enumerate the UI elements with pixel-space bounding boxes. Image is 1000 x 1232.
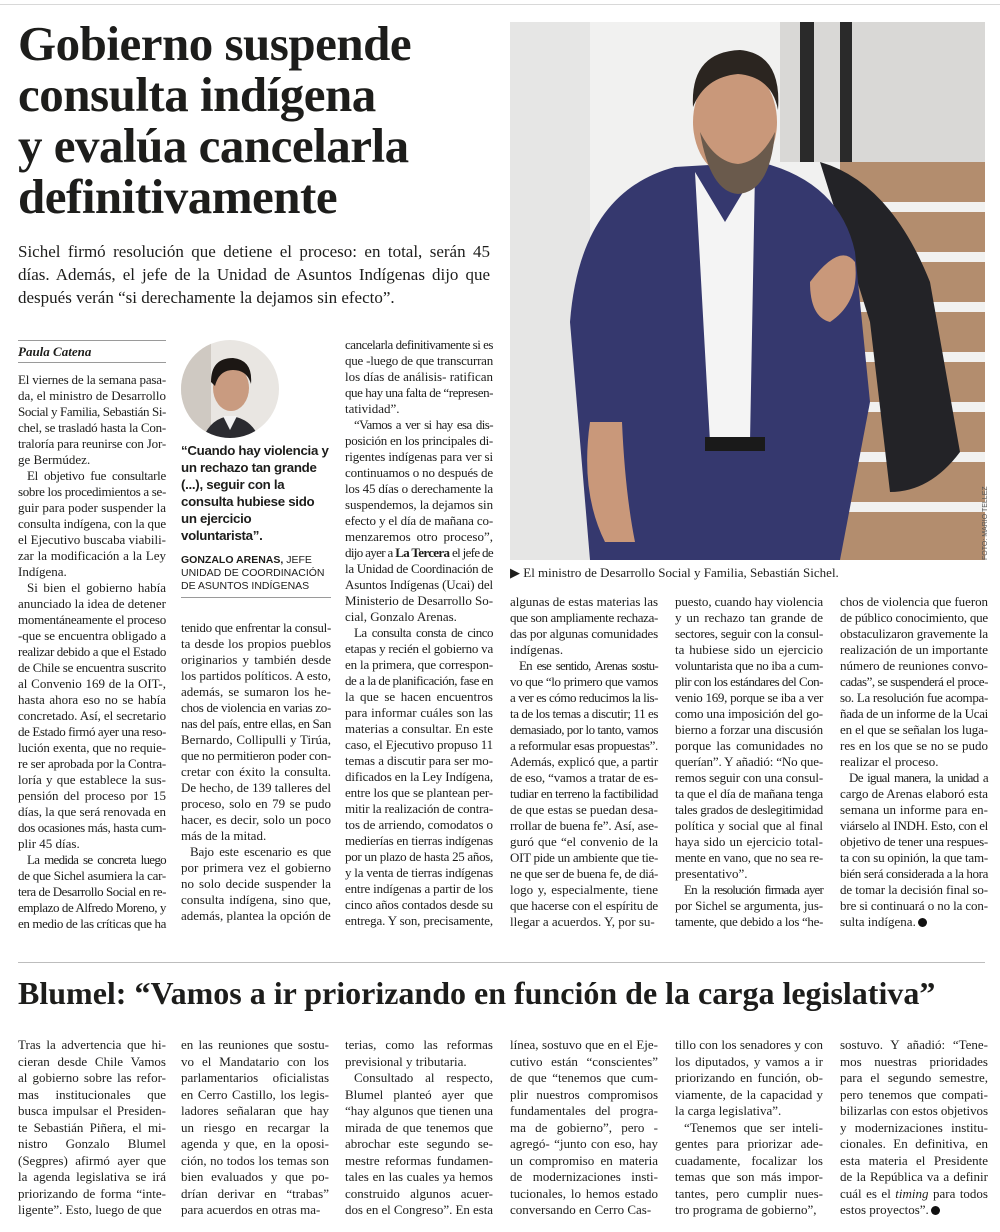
text-line: Blumel planteó ayer que <box>345 1086 493 1102</box>
text-line: demasiado, por lo tanto, vamos <box>510 722 658 737</box>
text-line: Tras la advertencia que hi- <box>18 1037 166 1052</box>
caption-arrow-icon: ▶ <box>510 565 524 580</box>
deck-line: después verán “si derechamente la dejamos sin efecto”. <box>18 288 395 307</box>
text-span: el jefe de <box>449 545 493 560</box>
text-line: Si bien el gobierno había <box>27 580 166 595</box>
text-line: materias a consultar. En este <box>345 721 493 736</box>
paragraph <box>840 594 988 770</box>
paragraph <box>840 1037 988 1219</box>
text-line: tera de Desarrollo Social en re- <box>18 884 166 899</box>
text-line: política y social que al final <box>675 818 823 833</box>
text-line: -que se encuentra obligado a <box>18 628 166 643</box>
text-line: La consulta consta de cinco <box>354 625 493 640</box>
text-line: al Convenio 169 de la OIT-, <box>18 676 166 691</box>
text-line: mente en vano, que no sea re- <box>675 850 823 865</box>
text-line: re ser aprobada por la Contra- <box>18 756 166 771</box>
paragraph <box>345 337 493 417</box>
text-line: posición en los principales di- <box>345 433 493 448</box>
text-line: ge Bermúdez. <box>18 452 91 467</box>
text-line: que no permitieron poder con- <box>181 748 331 763</box>
deck-line: Sichel firmó resolución que detiene el proceso: en total, serán 45 <box>18 242 490 261</box>
text-line: objetivo de tener una respues- <box>840 834 988 849</box>
text-line: mestre reformas fundamen- <box>345 1152 493 1168</box>
text-line: mirada de que tenemos que <box>345 1119 493 1135</box>
text-line: mitir la realización de contra- <box>345 801 493 816</box>
paragraph <box>840 770 988 930</box>
text-line: como una imposición del go- <box>675 706 823 721</box>
text-line: “hay algunos que tienen una <box>345 1103 493 1118</box>
photo-caption <box>510 565 839 581</box>
text-line: ladores señalaran que hay <box>181 1103 329 1118</box>
text-line: Indígena. <box>18 564 67 579</box>
article-column <box>18 372 166 932</box>
pullquote-block <box>181 442 333 593</box>
text-line: la carga legislativa”. <box>675 1103 782 1118</box>
text-line: da, el ministro de Desarrollo <box>18 388 166 403</box>
text-line: en la primera, que correspon- <box>345 657 493 672</box>
text-line: continuamos o no después de <box>345 465 493 480</box>
article-column <box>840 594 988 930</box>
text-line: ma de gobierno”, pero - <box>510 1119 658 1135</box>
text-line: que son ampliamente rechaza- <box>510 610 658 625</box>
text-line: suspendemos, la dejamos sin <box>345 497 493 512</box>
text-line: que -luego de que transcurran <box>345 353 493 368</box>
byline: Paula Catena <box>18 344 92 359</box>
text-line: número de reuniones convo- <box>840 658 988 673</box>
text-line: tenido que enfrentar la consul- <box>181 620 331 635</box>
text-line: guró que “el convenio de la <box>510 834 658 849</box>
text-line: abrochar este segundo se- <box>345 1136 493 1151</box>
text-line: entrega. Y son, precisamente, <box>345 913 493 928</box>
text-line: chos de violencia que fueron <box>840 594 988 609</box>
text-line: Bernardo, Collipulli y Tirúa, <box>181 732 331 747</box>
article2-column <box>675 1037 823 1219</box>
caption-text: El ministro de Desarrollo Social y Familia, Sebastián Sichel. <box>523 565 839 580</box>
text-line: algunas de estas materias las <box>510 594 658 609</box>
text-line: dos ocasiones más, hasta cum- <box>18 820 166 835</box>
text-line: “Vamos a ver si hay esa dis- <box>354 417 493 432</box>
text-line: de que “tenemos que cum- <box>510 1070 658 1085</box>
top-rule <box>0 4 1000 5</box>
text-line: para informar cuáles son las <box>345 705 493 720</box>
text-line: efecto y el día de mañana co- <box>345 513 493 528</box>
text-line: tillo con los senadores y con <box>675 1037 823 1052</box>
text-line: concretado. Así, el secretario <box>18 708 167 723</box>
text-line: originarios y también desde <box>181 652 331 667</box>
italic-text: timing <box>895 1185 929 1201</box>
text-line: anunciado la idea de detener <box>18 596 166 611</box>
text-line: los partidos políticos. A esto, <box>181 668 331 683</box>
text-line: semana un informe para en- <box>840 802 988 817</box>
paragraph <box>181 1037 329 1219</box>
text-line: viárselo al INDH. Esto, con el <box>840 818 988 833</box>
text-line: vo que “lo primero que vamos <box>510 674 658 689</box>
text-line: un compromiso en materia <box>510 1152 658 1168</box>
text-line: hacer, es decir, solo un poco <box>181 812 331 827</box>
text-line: por un plazo de hasta 25 años, <box>345 849 493 864</box>
text-line: y modernizaciones institu- <box>840 1119 988 1135</box>
text-line: construido algunos acuer- <box>345 1185 493 1201</box>
text-line: que hacerse con el espíritu de <box>510 898 658 913</box>
text-line: ta que el día de mañana tenga <box>675 786 823 801</box>
text-line: etapas y recién el gobierno va <box>345 641 493 656</box>
text-line: medierías en tierras indígenas <box>345 833 493 848</box>
text-line: los diputados, y vamos a ir <box>675 1053 823 1069</box>
text-line: tos de arriendo, comodatos o <box>345 817 493 832</box>
text-line: (Segpres) afirmó ayer que <box>18 1152 166 1168</box>
text-line: pero tenemos que compati- <box>840 1086 988 1102</box>
text-line: cancelarla definitivamente si es <box>345 337 493 352</box>
text-line: so. La resolución fue acompa- <box>840 690 988 705</box>
text-line: En la resolución firmada ayer <box>683 882 823 897</box>
text-line: entre los que se plantean per- <box>345 785 493 800</box>
text-line: proceso, solo en 79 se pudo <box>181 796 331 811</box>
text-line: línea, sostuvo que en el Eje- <box>510 1037 658 1052</box>
text-line: consulta indígena, con la que <box>18 516 166 531</box>
text-line: plir con los estándares del Con- <box>675 674 823 689</box>
text-line: además, plantea la opción de <box>181 908 331 923</box>
paragraph <box>675 594 823 882</box>
text-line: y un rechazo tan grande de <box>675 610 823 625</box>
text-line: de la República va a definir <box>840 1169 988 1184</box>
text-line: Asuntos Indígenas (Ucai) del <box>345 577 493 592</box>
text-line: previsional y tributaria. <box>345 1053 467 1069</box>
text-line <box>840 1186 988 1203</box>
text-span: cuál es el <box>840 1185 896 1201</box>
article-column <box>181 620 331 924</box>
text-line: De igual manera, la unidad a <box>849 770 988 785</box>
text-line: terias, como las reformas <box>345 1037 493 1052</box>
deck <box>18 240 490 309</box>
portrait-gonzalo-arenas <box>181 340 279 438</box>
pullquote-name: GONZALO ARENAS, <box>181 554 284 566</box>
text-line: días, la que será renovada en <box>18 804 166 819</box>
deck-line: días. Además, el jefe de la Unidad de Asuntos Indígenas dijo que <box>18 265 490 284</box>
text-line: “Tenemos que ser inteli- <box>684 1119 823 1135</box>
text-line: de tomar la decisión final so- <box>840 882 988 897</box>
text-line: sobre los procedimientos a se- <box>18 484 166 499</box>
text-line: para el segundo semestre, <box>840 1070 988 1085</box>
text-line: tatividad”. <box>345 401 400 416</box>
headline-line: y evalúa cancelarla <box>18 118 409 173</box>
text-line: puesto, cuando hay violencia <box>675 594 823 609</box>
paragraph <box>18 852 166 932</box>
text-line: ta desde los propios pueblos <box>181 636 331 651</box>
text-line: cadas”, se suspenderá el proce- <box>840 674 988 689</box>
text-line: priorizando de forma “inte- <box>18 1185 166 1201</box>
text-line: dificados en la Ley Indígena, <box>345 769 493 784</box>
text-line: por Sichel se argumenta, jus- <box>675 898 823 913</box>
text-line: a ver es cómo reducimos la lis- <box>510 690 658 705</box>
paragraph <box>345 417 493 625</box>
photo-sebastian-sichel <box>510 22 985 560</box>
text-line: esta materia el Presidente <box>840 1152 988 1168</box>
text-line: estos proyectos”. <box>840 1202 988 1219</box>
pullquote-role: JEFE UNIDAD DE COORDINACIÓN DE ASUNTOS INDÍGENAS <box>181 554 325 592</box>
text-line: por primera vez el gobierno <box>181 860 331 875</box>
headline <box>18 18 498 222</box>
paragraph <box>510 658 658 930</box>
text-line: realizar debido a que el Estado <box>18 644 166 659</box>
pullquote-rule <box>181 597 331 598</box>
text-line: cuadamente, focalizar los <box>675 1152 823 1168</box>
text-line: la que se hacen encuentros <box>345 689 493 704</box>
text-line: te Sebastián Piñera, el mi- <box>18 1119 166 1135</box>
text-line: drían derivar en “trabas” <box>181 1185 329 1201</box>
text-line: pensión del proceso por 15 <box>18 788 166 803</box>
text-line: chel, se trasladó hasta la Con- <box>18 420 166 435</box>
text-line: das por algunas comunidades <box>510 626 658 641</box>
text-line: plir nuestros compromisos <box>510 1086 658 1102</box>
text-line: tales en las cuales ya hemos <box>345 1169 493 1184</box>
text-line: temas a discutir para ser mo- <box>345 753 493 768</box>
text-line: res en los que se no se pudo <box>840 738 988 753</box>
text-line: chos de violencia en varias zo- <box>181 700 331 715</box>
end-of-article-icon <box>918 918 927 927</box>
text-line: llegar a acuerdos. Y, por su- <box>510 914 655 929</box>
text-line: más de la mitad. <box>181 828 267 843</box>
article2-column <box>18 1037 166 1219</box>
text-line: que hay una falta de “represen- <box>345 385 493 400</box>
text-span: para todos <box>928 1185 988 1201</box>
pullquote-attribution <box>181 554 333 593</box>
paragraph <box>675 1037 823 1120</box>
text-line: mas institucionales que <box>18 1086 166 1102</box>
text-line: gentes para priorizar ade- <box>675 1136 823 1151</box>
text-line: tamente, que debido a los “he- <box>675 914 823 929</box>
paragraph <box>345 625 493 929</box>
text-line: ñada de un informe de la Ucai <box>840 706 988 721</box>
article2-column <box>840 1037 988 1219</box>
text-line: tro programa de gobierno”, <box>675 1202 817 1217</box>
text-line: vo el Mandatario con los <box>181 1053 329 1069</box>
paragraph <box>345 1037 493 1070</box>
paragraph <box>18 1037 166 1219</box>
pullquote: “Cuando hay violencia y un rechazo tan grande (...), seguir con la consulta hubiese sido un ejercicio voluntarista”. <box>181 443 329 543</box>
paragraph <box>18 580 166 852</box>
bold-text: La Tercera <box>395 545 450 560</box>
text-line: ne que ser de buena fe, de diá- <box>510 866 658 881</box>
text-line: realizar el proceso. <box>840 754 939 769</box>
text-line: temas que son más impor- <box>675 1169 823 1184</box>
text-line: conversando en Cerro Cas- <box>510 1202 652 1217</box>
text-line: dos en el Congreso”. En esta <box>345 1202 493 1217</box>
text-line: remos seguir con una consul- <box>675 770 823 785</box>
text-line: parlamentarios oficialistas <box>181 1070 329 1085</box>
text-line: busca impulsar el Presiden- <box>18 1103 166 1118</box>
text-line: De hecho, de 139 talleres del <box>181 780 331 795</box>
text-span: dijo ayer a <box>345 545 396 560</box>
text-line: Ministerio de Desarrollo So- <box>345 593 493 608</box>
text-line: tales grados de deslegitimidad <box>675 802 823 817</box>
text-line: hasta ahora eso no se había <box>18 692 166 707</box>
text-line: nistro Gonzalo Blumel <box>18 1136 166 1151</box>
paragraph <box>181 844 331 924</box>
text-line: ta hubiese sido un ejercicio <box>675 642 823 657</box>
photo-credit: FOTO: MARIO TELLEZ <box>982 486 989 560</box>
text-line <box>345 545 493 561</box>
article2-column <box>510 1037 658 1219</box>
byline-rule-bottom <box>18 362 166 363</box>
article-column <box>675 594 823 930</box>
text-line: menzaremos otro proceso”, <box>345 529 493 544</box>
text-line: bierno a forzar una discusión <box>675 722 823 737</box>
article2-column <box>181 1037 329 1219</box>
text-line: venio 169, porque se iba a ver <box>675 690 823 705</box>
article-column <box>510 594 658 930</box>
text-line: y la venta de tierras indígenas <box>345 865 493 880</box>
text-line: momentáneamente el proceso <box>18 612 166 627</box>
text-line: al gobierno sobre las refor- <box>18 1070 166 1085</box>
text-line: nas del país, entre ellas, en San <box>181 716 331 731</box>
text-line: a reformular esas propuestas”. <box>510 738 658 753</box>
text-line: un riesgo en recargar la <box>181 1119 329 1135</box>
text-line: además, se sumaron los he- <box>181 684 331 699</box>
text-line: bre si continuará o no la con- <box>840 898 988 913</box>
text-line: Además, explicó que, a partir <box>510 754 658 769</box>
text-line: ción, no todos los temas son <box>181 1152 329 1168</box>
text-line: bién será considerada a la hora <box>840 866 988 881</box>
text-line: priorizando en función, ob- <box>675 1070 823 1085</box>
paragraph <box>675 882 823 930</box>
text-line: de que Sichel asumiera la car- <box>18 868 166 883</box>
text-line: agenda y que, en la oposi- <box>181 1136 329 1151</box>
text-line: no solo decide suspender la <box>181 876 331 891</box>
section-divider <box>18 962 985 963</box>
text-line: consulta indígena, sino que, <box>181 892 331 907</box>
text-line: Consultado al respecto, <box>354 1070 493 1085</box>
text-line: zar la modificación a la Ley <box>18 548 166 563</box>
text-line: cieran desde Chile Vamos <box>18 1053 166 1069</box>
text-line: rigentes indígenas para ver si <box>345 449 493 464</box>
paragraph <box>675 1120 823 1219</box>
text-line: el Ejecutivo buscaba viabili- <box>18 532 166 547</box>
paragraph <box>510 594 658 658</box>
article2-column <box>345 1037 493 1219</box>
text-line: cial, Gonzalo Arenas. <box>345 609 457 624</box>
text-line: sectores, seguir con la consul- <box>675 626 823 641</box>
text-line: la Unidad de Coordinación de <box>345 561 493 576</box>
text-line: de Estado firmó ayer una reso- <box>18 724 166 739</box>
text-line: ta con su opinión, la que tam- <box>840 850 988 865</box>
text-line: entre indígenas a partir de los <box>345 881 493 896</box>
text-line: El viernes de la semana pasa- <box>18 372 166 387</box>
text-line: indígenas. <box>510 642 564 657</box>
text-line: caso, el Ejecutivo propuso 11 <box>345 737 494 752</box>
text-line: La medida se concreta luego <box>27 852 166 867</box>
paragraph <box>18 468 166 580</box>
paragraph <box>510 1037 658 1219</box>
text-line: guir para poder suspender la <box>18 500 166 515</box>
text-line: logo y, especialmente, tiene <box>510 882 658 897</box>
headline-line: definitivamente <box>18 169 338 224</box>
text-line: la agenda legislativa se irá <box>18 1169 166 1184</box>
paragraph <box>345 1070 493 1219</box>
text-line: en medio de las críticas que ha <box>18 916 166 931</box>
text-line: En ese sentido, Arenas sostu- <box>519 658 658 673</box>
text-line: sostuvo. Y añadió: “Tene- <box>840 1037 988 1052</box>
text-line: cargo de Arenas elaboró esta <box>840 786 988 801</box>
text-line: tucionales, lo hemos estado <box>510 1185 658 1201</box>
text-line: de eso, “vamos a tratar de es- <box>510 770 658 785</box>
text-line: cutivo están “conscientes” <box>510 1053 658 1069</box>
text-line: presentativo”. <box>675 866 748 881</box>
text-line: para acuerdos en otras ma- <box>181 1202 321 1217</box>
text-line: cretar con éxito la consulta. <box>181 764 331 779</box>
byline-rule-top <box>18 340 166 341</box>
text-line: tudiar en terreno la factibilidad <box>510 786 658 801</box>
text-line: cinco años contados desde su <box>345 897 493 912</box>
text-line: traloría para reunirse con Jor- <box>18 436 166 451</box>
paragraph <box>181 620 331 844</box>
headline-blumel: Blumel: “Vamos a ir priorizando en función de la carga legislativa” <box>18 975 936 1011</box>
text-line: lución exenta, que no requie- <box>18 740 166 755</box>
text-line: de público conocimiento, que <box>840 610 988 625</box>
text-line: emplazo de Alfredo Moreno, y <box>18 900 166 915</box>
text-line: obstaculizaron gravemente la <box>840 626 988 641</box>
text-line: de modernizaciones insti- <box>510 1169 658 1184</box>
text-line: cionales. En definitiva, en <box>840 1136 988 1151</box>
text-line: fundamentales del progra- <box>510 1103 658 1118</box>
text-line: de Chile se encuentra suscrito <box>18 660 166 675</box>
article-column <box>345 337 493 929</box>
text-line: tantes, pero cumplir nues- <box>675 1185 823 1201</box>
text-line: de a la de planificación, fase en <box>345 673 493 688</box>
text-line: de que estas se puedan desa- <box>510 802 658 817</box>
text-line: ta de los temas a discutir; 11 es <box>510 706 658 721</box>
text-line: agregó- “junto con eso, hay <box>510 1136 658 1151</box>
text-line: los 45 días o derechamente la <box>345 481 493 496</box>
text-line: bilizarlas con estos objetivos <box>840 1103 988 1118</box>
text-line: rrollar de buena fe”. Así, ase- <box>510 818 658 833</box>
text-line: OIT pide un ambiente que tie- <box>510 850 658 865</box>
text-line: en las reuniones que sostu- <box>181 1037 329 1052</box>
text-line: bien evaluados y que po- <box>181 1169 329 1184</box>
text-line: en el que se señalan los luga- <box>840 722 988 737</box>
end-of-article-icon <box>931 1206 940 1215</box>
text-line: Bajo este escenario es que <box>190 844 331 859</box>
text-line: haya sido un ejercicio total- <box>675 834 823 849</box>
text-line: plir 45 días. <box>18 836 80 851</box>
text-line: en Cerro Castillo, los legis- <box>181 1086 329 1102</box>
headline-line: consulta indígena <box>18 67 376 122</box>
text-line: querían”. Y añadió: “No que- <box>675 754 823 769</box>
text-line: ligente”. Esto, luego de que <box>18 1202 162 1217</box>
text-line: voluntarista que no iba a cum- <box>675 658 823 673</box>
headline-line: Gobierno suspende <box>18 16 412 71</box>
text-line: sulta indígena. <box>840 914 988 930</box>
text-line: Social y Familia, Sebastián Si- <box>18 404 166 419</box>
text-line: viamente, de la capacidad y <box>675 1086 823 1102</box>
text-line: porque las comunidades no <box>675 738 823 753</box>
text-line: mos nuestras prioridades <box>840 1053 988 1069</box>
paragraph <box>18 372 166 468</box>
text-line: los días de análisis- ratifican <box>345 369 493 384</box>
text-line: loría y que establece la sus- <box>18 772 166 787</box>
text-line: realización de un importante <box>840 642 988 657</box>
text-line: El objetivo fue consultarle <box>27 468 166 483</box>
